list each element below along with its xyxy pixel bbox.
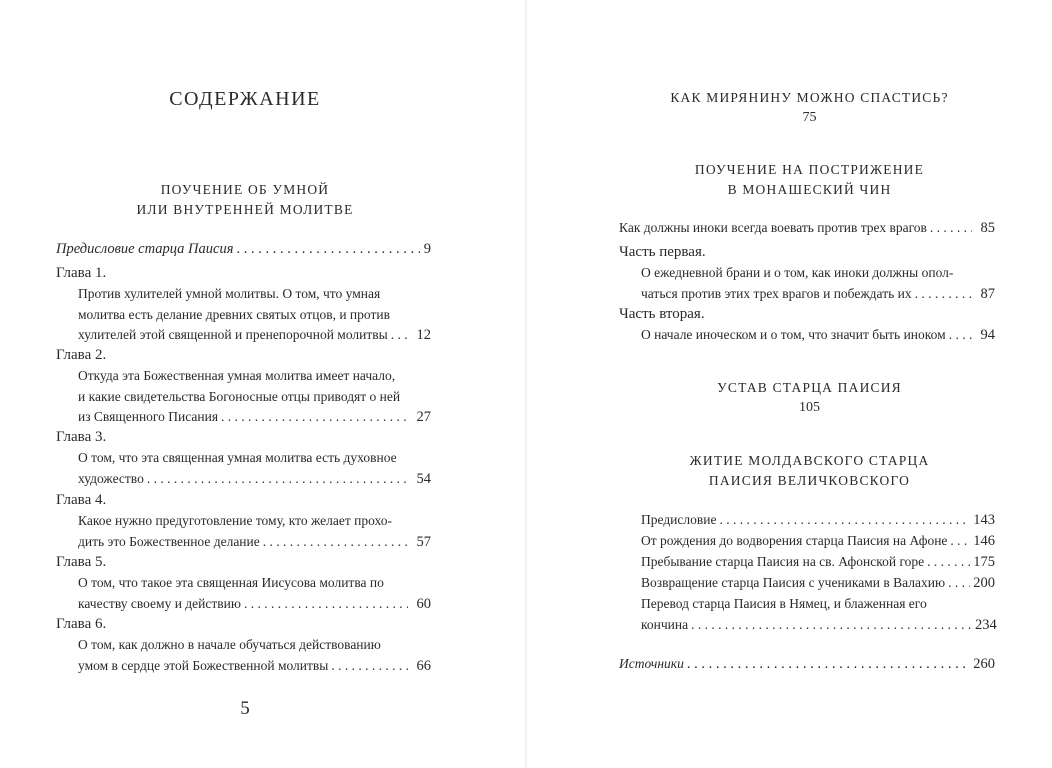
- entry-last-line: [78, 469, 431, 490]
- entry-label: Предисловие старца Паисия: [56, 241, 234, 257]
- chapter-title: Глава 2.: [56, 347, 107, 363]
- entry-last-line: [78, 407, 431, 428]
- dot-leader: [263, 532, 408, 553]
- chapter-title: Глава 5.: [56, 554, 107, 570]
- dot-leader: [949, 325, 972, 346]
- entry-label: От рождения до водворения старца Паисия на Афоне: [641, 533, 948, 548]
- section-title-line: В МОНАШЕСКИЙ ЧИН: [727, 182, 892, 197]
- section-title-line: ИЛИ ВНУТРЕННЕЙ МОЛИТВЕ: [136, 202, 354, 217]
- chapter-title: Глава 4.: [56, 492, 107, 508]
- entry-line: качеству своему и действию: [78, 595, 241, 611]
- entry-line: из Священного Писания: [78, 409, 219, 424]
- section-title-line: ПАИСИЯ ВЕЛИЧКОВСКОГО: [708, 473, 911, 488]
- entry-line: О том, как должно в начале обучаться действованию: [78, 637, 381, 652]
- entry-label: Пребывание старца Паисия на св. Афонской горе: [641, 554, 925, 569]
- right-page: [527, 0, 1052, 768]
- dot-leader: [147, 469, 408, 490]
- entry-line: О начале иноческом и о том, что значит быть иноком: [641, 327, 946, 342]
- chapter-title: Глава 3.: [56, 429, 107, 445]
- toc-entry-chapter-5[interactable]: [78, 573, 431, 614]
- toc-entry-sources[interactable]: [619, 654, 995, 674]
- page-number: 143: [973, 512, 995, 528]
- entry-line: Перевод старца Паисия в Нямец, и блаженная его: [641, 596, 927, 611]
- entry-line: умом в сердце этой Божественной молитвы: [78, 657, 329, 673]
- entry-last-line: [78, 656, 431, 677]
- entry-line: художество: [78, 470, 144, 486]
- entry-line: Против хулителей умной молитвы. О том, что умная: [78, 286, 381, 301]
- entry-last-line: [78, 594, 431, 615]
- section-title-line: ПОУЧЕНИЕ ОБ УМНОЙ: [160, 182, 330, 197]
- toc-entry[interactable]: [641, 531, 995, 551]
- toc-entry-part-2[interactable]: [641, 325, 995, 346]
- chapter-title: Глава 6.: [56, 616, 107, 632]
- dot-leader: [391, 325, 408, 346]
- dot-leader: [687, 654, 970, 674]
- entry-line: хулителей этой священной и пренепорочной молитвы: [78, 327, 388, 342]
- dot-leader: [915, 284, 972, 305]
- entry-line: О ежедневной брани и о том, как иноки должны опол-: [641, 265, 954, 280]
- dot-leader: [930, 218, 972, 238]
- entry-label: Источники: [619, 656, 684, 671]
- section-title: [607, 378, 1012, 418]
- page-number: 9: [423, 241, 431, 257]
- entry-line: и какие свидетельства Богоносные отцы приводят о ней: [78, 388, 401, 404]
- section-title: [607, 160, 1012, 200]
- page-number: 260: [973, 656, 995, 672]
- part-title: Часть вторая.: [619, 306, 705, 322]
- page-number: 94: [980, 327, 995, 343]
- page-number: 66: [416, 657, 431, 674]
- page-number: 27: [416, 409, 431, 425]
- dot-leader: [244, 594, 408, 615]
- entry-label: Предисловие: [641, 512, 717, 527]
- dot-leader: [719, 510, 970, 530]
- entry-last-line: [641, 325, 995, 346]
- page-number: 54: [416, 470, 431, 487]
- toc-entry-chapter-3[interactable]: [78, 448, 431, 489]
- entry-line: Откуда эта Божественная умная молитва имеет начало,: [78, 368, 396, 383]
- page-number: 57: [416, 533, 431, 550]
- chapter-title: Глава 1.: [56, 265, 107, 281]
- page-number: 200: [973, 575, 995, 591]
- dot-leader: [691, 615, 972, 636]
- entry-last-line: [78, 325, 431, 346]
- toc-entry-chapter-4[interactable]: [78, 511, 431, 552]
- page-number: 87: [980, 285, 995, 302]
- toc-entry[interactable]: [641, 552, 995, 572]
- toc-entry-preface[interactable]: [56, 239, 431, 259]
- section-title-line: КАК МИРЯНИНУ МОЖНО СПАСТИСЬ?: [670, 90, 949, 105]
- toc-entry[interactable]: [641, 594, 995, 635]
- dot-leader: [948, 573, 970, 593]
- section-title-line: УСТАВ СТАРЦА ПАИСИЯ: [717, 380, 902, 395]
- page-number: 175: [973, 554, 995, 570]
- page-number: 146: [973, 533, 995, 549]
- entry-label: Как должны иноки всегда воевать против трех врагов: [619, 220, 927, 235]
- dot-leader: [236, 239, 420, 259]
- entry-line: О том, что эта священная умная молитва есть духовное: [78, 450, 397, 465]
- section-title: [0, 180, 490, 220]
- entry-line: молитва есть делание древних святых отцов, и против: [78, 306, 390, 322]
- toc-entry-chapter-1[interactable]: [78, 284, 431, 346]
- section-title: [607, 451, 1012, 491]
- dot-leader: [950, 531, 970, 551]
- section-title: [607, 88, 1012, 128]
- left-page: [0, 0, 525, 768]
- page-number: 60: [416, 595, 431, 612]
- entry-line: чаться против этих трех врагов и побеждать их: [641, 285, 912, 301]
- section-page-number: 105: [799, 400, 820, 415]
- page-heading: СОДЕРЖАНИЕ: [169, 88, 321, 110]
- toc-entry[interactable]: [641, 510, 995, 530]
- entry-label: Возвращение старца Паисия с учениками в Валахию: [641, 575, 946, 590]
- section-title-line: ЖИТИЕ МОЛДАВСКОГО СТАРЦА: [689, 453, 930, 468]
- entry-line: кончина: [641, 616, 689, 632]
- toc-entry[interactable]: [641, 573, 995, 593]
- page-number: 85: [980, 220, 995, 236]
- toc-entry-intro[interactable]: [619, 218, 995, 238]
- dot-leader: [221, 407, 408, 428]
- entry-last-line: [641, 284, 995, 305]
- section-title-line: ПОУЧЕНИЕ НА ПОСТРИЖЕНИЕ: [694, 162, 925, 177]
- page-number-folio: 5: [240, 698, 250, 719]
- entry-last-line: [78, 532, 431, 553]
- dot-leader: [927, 552, 970, 572]
- entry-line: О том, что такое эта священная Иисусова молитва по: [78, 575, 384, 590]
- toc-entry-part-1[interactable]: [641, 263, 995, 304]
- toc-entry-chapter-2[interactable]: [78, 366, 431, 428]
- page-number: 12: [416, 327, 431, 343]
- entry-last-line: [641, 615, 995, 636]
- entry-line: дить это Божественное делание: [78, 533, 260, 549]
- toc-entry-chapter-6[interactable]: [78, 635, 431, 676]
- part-title: Часть первая.: [619, 244, 706, 260]
- dot-leader: [331, 656, 408, 677]
- section-page-number: 75: [802, 110, 817, 125]
- page-number: 234: [975, 616, 997, 633]
- entry-line: Какое нужно предуготовление тому, кто желает прохо-: [78, 513, 392, 528]
